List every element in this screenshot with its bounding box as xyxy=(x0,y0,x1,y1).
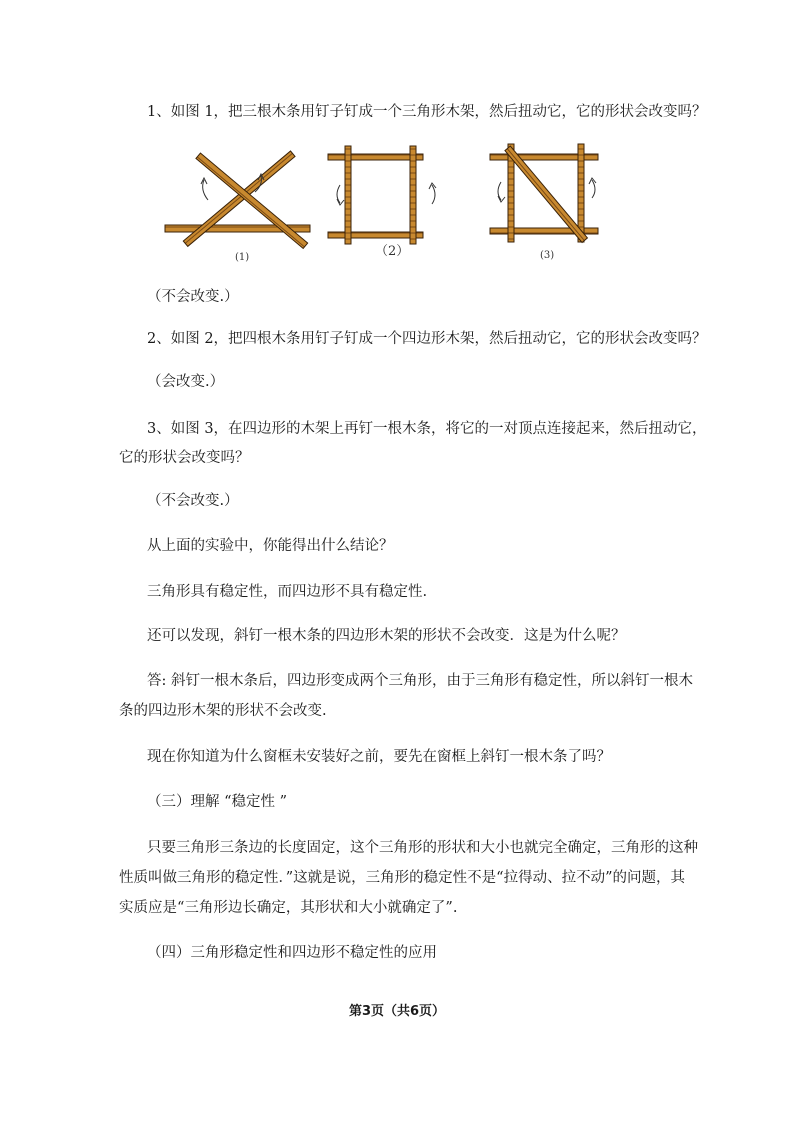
paragraph-line-2: 性质叫做三角形的稳定性．”这就是说，三角形的稳定性不是“拉得动、拉不动”的问题，其 xyxy=(119,870,685,886)
figure-1-label: (1) xyxy=(235,252,250,263)
answer-line-1: 答: 斜钉一根木条后，四边形变成两个三角形，由于三角形有稳定性，所以斜钉一根木 xyxy=(147,673,693,689)
paragraph-line-1: 只要三角形三条边的长度固定，这个三角形的形状和大小也就完全确定，三角形的这种 xyxy=(147,840,698,856)
question-1: 1、如图 1，把三根木条用钉子钉成一个三角形木架，然后扭动它，它的形状会改变吗？ xyxy=(147,104,707,120)
answer-line-2: 条的四边形木架的形状不会改变. xyxy=(119,703,327,719)
paragraph-line-3: 实质应是“三角形边长确定，其形状和大小就确定了”. xyxy=(119,900,458,916)
answer-1: （不会改变.） xyxy=(147,289,239,305)
figure-3-label: (3) xyxy=(540,250,555,261)
figure-2-label: （2） xyxy=(375,244,410,259)
answer-2: （会改变.） xyxy=(147,374,225,390)
conclusion-question: 从上面的实验中，你能得出什么结论？ xyxy=(147,538,394,554)
discovery-question: 还可以发现，斜钉一根木条的四边形木架的形状不会改变．这是为什么呢？ xyxy=(147,628,626,644)
window-question: 现在你知道为什么窗框未安装好之前，要先在窗框上斜钉一根木条了吗？ xyxy=(147,749,611,765)
section-3-title: （三）理解 “稳定性 ” xyxy=(147,794,288,810)
answer-3: （不会改变.） xyxy=(147,493,239,509)
triangle-frame-figure xyxy=(165,151,310,248)
question-3-line-1: 3、如图 3，在四边形的木架上再钉一根木条，将它的一对顶点连接起来，然后扭动它， xyxy=(147,421,707,437)
figures-row xyxy=(160,140,620,270)
section-4-title: （四）三角形稳定性和四边形不稳定性的应用 xyxy=(147,945,437,961)
braced-square-frame-figure xyxy=(490,144,598,242)
conclusion: 三角形具有稳定性，而四边形不具有稳定性. xyxy=(147,584,428,600)
question-3-line-2: 它的形状会改变吗？ xyxy=(119,450,250,466)
square-frame-figure xyxy=(328,146,436,244)
page-footer: 第3页（共6页） xyxy=(348,1004,446,1019)
question-2: 2、如图 2，把四根木条用钉子钉成一个四边形木架，然后扭动它，它的形状会改变吗？ xyxy=(147,331,707,347)
